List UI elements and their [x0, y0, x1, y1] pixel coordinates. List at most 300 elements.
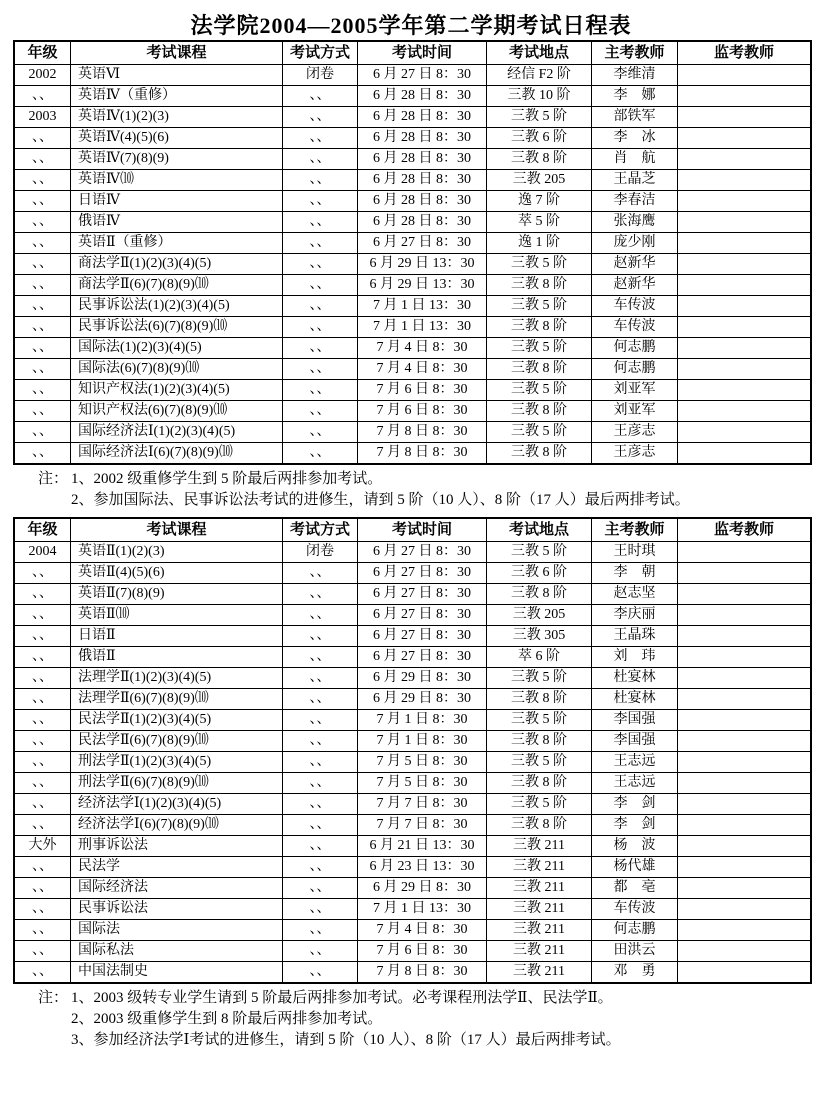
cell-examiner: 部铁军	[592, 107, 678, 128]
cell-time: 6 月 27 日 8：30	[358, 584, 487, 605]
table-row	[14, 296, 811, 317]
cell-course: 俄语Ⅱ	[71, 647, 283, 668]
cell-method: 、、	[283, 359, 358, 380]
cell-grade: 、、	[14, 254, 71, 275]
note-text: 2、2003 级重修学生到 8 阶最后两排参加考试。	[71, 1011, 383, 1027]
cell-method: 、、	[283, 317, 358, 338]
cell-location: 三教 5 阶	[487, 752, 592, 773]
cell-course: 英语Ⅳ⑽	[71, 170, 283, 191]
table-row	[14, 731, 811, 752]
cell-location: 三教 8 阶	[487, 317, 592, 338]
cell-time: 6 月 29 日 8：30	[358, 689, 487, 710]
cell-time: 6 月 27 日 8：30	[358, 65, 487, 86]
cell-location: 三教 5 阶	[487, 254, 592, 275]
cell-location: 逸 1 阶	[487, 233, 592, 254]
cell-grade: 、、	[14, 380, 71, 401]
cell-location: 三教 5 阶	[487, 296, 592, 317]
cell-location: 三教 5 阶	[487, 668, 592, 689]
cell-method: 、、	[283, 626, 358, 647]
cell-grade: 、、	[14, 359, 71, 380]
table-row	[14, 359, 811, 380]
cell-invigilator	[678, 773, 812, 794]
cell-grade: 、、	[14, 401, 71, 422]
table-row	[14, 401, 811, 422]
cell-course: 英语Ⅳ(4)(5)(6)	[71, 128, 283, 149]
cell-invigilator	[678, 920, 812, 941]
cell-method: 、、	[283, 86, 358, 107]
column-header: 考试时间	[358, 41, 487, 65]
note-line	[38, 1030, 822, 1051]
cell-invigilator	[678, 422, 812, 443]
cell-time: 6 月 27 日 8：30	[358, 563, 487, 584]
cell-location: 三教 6 阶	[487, 563, 592, 584]
cell-method: 、、	[283, 857, 358, 878]
table-row	[14, 422, 811, 443]
cell-invigilator	[678, 128, 812, 149]
cell-method: 、、	[283, 815, 358, 836]
table-row	[14, 836, 811, 857]
cell-method: 、、	[283, 170, 358, 191]
cell-grade: 、、	[14, 605, 71, 626]
cell-time: 6 月 27 日 8：30	[358, 233, 487, 254]
table-row	[14, 338, 811, 359]
cell-time: 6 月 28 日 8：30	[358, 107, 487, 128]
exam-schedule-document	[0, 9, 822, 1051]
cell-method: 、、	[283, 563, 358, 584]
cell-course: 法理学Ⅱ(1)(2)(3)(4)(5)	[71, 668, 283, 689]
cell-grade: 、、	[14, 626, 71, 647]
cell-course: 英语Ⅱ（重修）	[71, 233, 283, 254]
column-header: 考试课程	[71, 41, 283, 65]
cell-location: 三教 5 阶	[487, 422, 592, 443]
cell-grade: 、、	[14, 584, 71, 605]
cell-grade: 、、	[14, 941, 71, 962]
cell-grade: 、、	[14, 962, 71, 984]
cell-location: 三教 10 阶	[487, 86, 592, 107]
cell-grade: 、、	[14, 773, 71, 794]
cell-location: 三教 5 阶	[487, 542, 592, 563]
cell-course: 国际经济法Ⅰ(1)(2)(3)(4)(5)	[71, 422, 283, 443]
cell-method: 、、	[283, 275, 358, 296]
cell-examiner: 李 朝	[592, 563, 678, 584]
cell-course: 刑法学Ⅱ(6)(7)(8)(9)⑽	[71, 773, 283, 794]
cell-invigilator	[678, 878, 812, 899]
cell-method: 、、	[283, 584, 358, 605]
table-row	[14, 128, 811, 149]
cell-location: 三教 8 阶	[487, 584, 592, 605]
cell-method: 、、	[283, 962, 358, 984]
column-header: 考试方式	[283, 41, 358, 65]
cell-time: 7 月 6 日 8：30	[358, 401, 487, 422]
cell-course: 民事诉讼法(6)(7)(8)(9)⑽	[71, 317, 283, 338]
cell-grade: 、、	[14, 149, 71, 170]
cell-method: 、、	[283, 191, 358, 212]
cell-method: 、、	[283, 794, 358, 815]
cell-time: 7 月 1 日 13：30	[358, 899, 487, 920]
cell-grade: 、、	[14, 731, 71, 752]
cell-invigilator	[678, 212, 812, 233]
cell-location: 萃 6 阶	[487, 647, 592, 668]
cell-time: 7 月 7 日 8：30	[358, 815, 487, 836]
cell-course: 英语Ⅳ（重修）	[71, 86, 283, 107]
cell-grade: 2004	[14, 542, 71, 563]
cell-course: 英语Ⅱ⑽	[71, 605, 283, 626]
cell-examiner: 杨代雄	[592, 857, 678, 878]
note-prefix: 注：	[38, 471, 69, 487]
cell-grade: 、、	[14, 899, 71, 920]
note-line	[38, 490, 822, 511]
table-row	[14, 86, 811, 107]
cell-location: 三教 211	[487, 836, 592, 857]
cell-time: 7 月 1 日 13：30	[358, 317, 487, 338]
cell-location: 逸 7 阶	[487, 191, 592, 212]
table-row	[14, 149, 811, 170]
table-row	[14, 584, 811, 605]
cell-grade: 、、	[14, 191, 71, 212]
note-line	[38, 469, 822, 490]
cell-examiner: 刘亚军	[592, 401, 678, 422]
cell-method: 、、	[283, 710, 358, 731]
cell-invigilator	[678, 338, 812, 359]
table-row	[14, 626, 811, 647]
column-header: 监考教师	[678, 518, 812, 542]
cell-method: 、、	[283, 731, 358, 752]
column-header: 考试时间	[358, 518, 487, 542]
cell-course: 刑事诉讼法	[71, 836, 283, 857]
cell-method: 、、	[283, 401, 358, 422]
cell-invigilator	[678, 170, 812, 191]
cell-time: 6 月 27 日 8：30	[358, 626, 487, 647]
table-row	[14, 317, 811, 338]
cell-invigilator	[678, 668, 812, 689]
cell-course: 民法学Ⅱ(6)(7)(8)(9)⑽	[71, 731, 283, 752]
cell-method: 、、	[283, 647, 358, 668]
cell-location: 三教 8 阶	[487, 443, 592, 465]
cell-method: 、、	[283, 296, 358, 317]
cell-examiner: 车传波	[592, 296, 678, 317]
cell-grade: 、、	[14, 752, 71, 773]
cell-grade: 、、	[14, 878, 71, 899]
cell-examiner: 李 冰	[592, 128, 678, 149]
cell-examiner: 田洪云	[592, 941, 678, 962]
exam-table-2004	[13, 517, 812, 984]
cell-method: 、、	[283, 380, 358, 401]
cell-course: 英语Ⅱ(1)(2)(3)	[71, 542, 283, 563]
cell-time: 6 月 27 日 8：30	[358, 605, 487, 626]
cell-course: 英语Ⅳ(7)(8)(9)	[71, 149, 283, 170]
cell-course: 英语Ⅳ(1)(2)(3)	[71, 107, 283, 128]
cell-course: 国际经济法Ⅰ(6)(7)(8)(9)⑽	[71, 443, 283, 465]
cell-examiner: 李国强	[592, 710, 678, 731]
cell-location: 萃 5 阶	[487, 212, 592, 233]
cell-time: 7 月 6 日 8：30	[358, 380, 487, 401]
cell-course: 日语Ⅳ	[71, 191, 283, 212]
cell-grade: 、、	[14, 857, 71, 878]
cell-examiner: 庞少刚	[592, 233, 678, 254]
cell-method: 、、	[283, 773, 358, 794]
table-row	[14, 689, 811, 710]
cell-method: 、、	[283, 878, 358, 899]
cell-grade: 2003	[14, 107, 71, 128]
cell-time: 6 月 27 日 8：30	[358, 647, 487, 668]
cell-time: 6 月 21 日 13：30	[358, 836, 487, 857]
cell-examiner: 李维清	[592, 65, 678, 86]
cell-invigilator	[678, 254, 812, 275]
cell-location: 三教 8 阶	[487, 815, 592, 836]
column-header: 考试课程	[71, 518, 283, 542]
cell-grade: 、、	[14, 794, 71, 815]
table-row	[14, 275, 811, 296]
cell-grade: 、、	[14, 710, 71, 731]
cell-invigilator	[678, 647, 812, 668]
cell-course: 商法学Ⅱ(6)(7)(8)(9)⑽	[71, 275, 283, 296]
cell-invigilator	[678, 380, 812, 401]
cell-course: 中国法制史	[71, 962, 283, 984]
cell-location: 三教 8 阶	[487, 401, 592, 422]
cell-time: 7 月 8 日 8：30	[358, 962, 487, 984]
cell-course: 国际法(1)(2)(3)(4)(5)	[71, 338, 283, 359]
table-row	[14, 563, 811, 584]
table-row	[14, 878, 811, 899]
cell-invigilator	[678, 941, 812, 962]
cell-examiner: 刘亚军	[592, 380, 678, 401]
cell-method: 、、	[283, 338, 358, 359]
cell-time: 6 月 29 日 8：30	[358, 878, 487, 899]
note-prefix: 注：	[38, 990, 69, 1006]
cell-invigilator	[678, 857, 812, 878]
note-text: 1、2003 级转专业学生请到 5 阶最后两排参加考试。必考课程刑法学Ⅱ、民法学Ⅱ。	[71, 990, 613, 1006]
cell-method: 、、	[283, 233, 358, 254]
cell-grade: 、、	[14, 275, 71, 296]
cell-time: 6 月 29 日 8：30	[358, 668, 487, 689]
cell-examiner: 王时琪	[592, 542, 678, 563]
page-title: 法学院2004—2005学年第二学期考试日程表	[190, 13, 632, 38]
table-row	[14, 962, 811, 984]
cell-course: 经济法学Ⅰ(1)(2)(3)(4)(5)	[71, 794, 283, 815]
cell-course: 英语Ⅵ	[71, 65, 283, 86]
cell-time: 7 月 4 日 8：30	[358, 359, 487, 380]
table-row	[14, 815, 811, 836]
cell-invigilator	[678, 275, 812, 296]
cell-location: 三教 5 阶	[487, 794, 592, 815]
cell-course: 英语Ⅱ(7)(8)(9)	[71, 584, 283, 605]
cell-invigilator	[678, 149, 812, 170]
cell-method: 、、	[283, 422, 358, 443]
cell-grade: 、、	[14, 689, 71, 710]
cell-invigilator	[678, 962, 812, 984]
cell-method: 、、	[283, 941, 358, 962]
cell-time: 6 月 28 日 8：30	[358, 86, 487, 107]
table-row	[14, 254, 811, 275]
cell-location: 三教 8 阶	[487, 149, 592, 170]
cell-time: 6 月 23 日 13：30	[358, 857, 487, 878]
cell-method: 闭卷	[283, 542, 358, 563]
cell-location: 三教 205	[487, 605, 592, 626]
cell-time: 6 月 29 日 13：30	[358, 275, 487, 296]
cell-invigilator	[678, 359, 812, 380]
cell-grade: 大外	[14, 836, 71, 857]
cell-course: 刑法学Ⅱ(1)(2)(3)(4)(5)	[71, 752, 283, 773]
cell-location: 三教 211	[487, 878, 592, 899]
cell-invigilator	[678, 233, 812, 254]
cell-location: 三教 211	[487, 857, 592, 878]
cell-method: 、、	[283, 443, 358, 465]
cell-examiner: 赵新华	[592, 275, 678, 296]
table-row	[14, 191, 811, 212]
cell-location: 三教 211	[487, 941, 592, 962]
table-row	[14, 668, 811, 689]
cell-grade: 、、	[14, 170, 71, 191]
column-header: 考试地点	[487, 518, 592, 542]
note-text: 3、参加经济法学Ⅰ考试的进修生，请到 5 阶（10 人）、8 阶（17 人）最后两排考试。	[71, 1032, 621, 1048]
cell-invigilator	[678, 65, 812, 86]
cell-grade: 2002	[14, 65, 71, 86]
cell-course: 国际经济法	[71, 878, 283, 899]
cell-location: 三教 8 阶	[487, 359, 592, 380]
cell-time: 6 月 28 日 8：30	[358, 212, 487, 233]
cell-course: 英语Ⅱ(4)(5)(6)	[71, 563, 283, 584]
cell-course: 日语Ⅱ	[71, 626, 283, 647]
cell-time: 7 月 4 日 8：30	[358, 338, 487, 359]
table-row	[14, 233, 811, 254]
table-row	[14, 899, 811, 920]
note-line	[38, 988, 822, 1009]
cell-examiner: 王晶珠	[592, 626, 678, 647]
cell-method: 、、	[283, 605, 358, 626]
cell-invigilator	[678, 401, 812, 422]
cell-invigilator	[678, 86, 812, 107]
cell-course: 民法学	[71, 857, 283, 878]
cell-examiner: 肖 航	[592, 149, 678, 170]
cell-invigilator	[678, 563, 812, 584]
cell-invigilator	[678, 317, 812, 338]
header-row	[14, 41, 811, 65]
cell-grade: 、、	[14, 296, 71, 317]
cell-grade: 、、	[14, 317, 71, 338]
cell-grade: 、、	[14, 128, 71, 149]
cell-grade: 、、	[14, 212, 71, 233]
table-row	[14, 443, 811, 465]
cell-invigilator	[678, 626, 812, 647]
cell-grade: 、、	[14, 647, 71, 668]
cell-grade: 、、	[14, 338, 71, 359]
table-row	[14, 941, 811, 962]
table-row	[14, 773, 811, 794]
cell-time: 6 月 29 日 13：30	[358, 254, 487, 275]
cell-method: 、、	[283, 128, 358, 149]
cell-location: 三教 8 阶	[487, 689, 592, 710]
cell-invigilator	[678, 296, 812, 317]
cell-course: 民法学Ⅱ(1)(2)(3)(4)(5)	[71, 710, 283, 731]
cell-invigilator	[678, 191, 812, 212]
cell-examiner: 王志远	[592, 752, 678, 773]
cell-examiner: 张海鹰	[592, 212, 678, 233]
cell-time: 7 月 8 日 8：30	[358, 422, 487, 443]
cell-examiner: 何志鹏	[592, 338, 678, 359]
table-row	[14, 857, 811, 878]
cell-location: 三教 8 阶	[487, 773, 592, 794]
cell-location: 三教 5 阶	[487, 710, 592, 731]
cell-invigilator	[678, 731, 812, 752]
table-row	[14, 380, 811, 401]
cell-grade: 、、	[14, 920, 71, 941]
column-header: 年级	[14, 41, 71, 65]
cell-course: 国际法(6)(7)(8)(9)⑽	[71, 359, 283, 380]
table-row	[14, 794, 811, 815]
column-header: 主考教师	[592, 518, 678, 542]
cell-method: 、、	[283, 752, 358, 773]
table-row	[14, 920, 811, 941]
cell-location: 三教 211	[487, 920, 592, 941]
cell-examiner: 邓 勇	[592, 962, 678, 984]
cell-location: 三教 8 阶	[487, 275, 592, 296]
exam-table-2002-2003	[13, 40, 812, 465]
cell-course: 民事诉讼法	[71, 899, 283, 920]
cell-grade: 、、	[14, 233, 71, 254]
cell-course: 经济法学Ⅰ(6)(7)(8)(9)⑽	[71, 815, 283, 836]
cell-examiner: 赵新华	[592, 254, 678, 275]
cell-grade: 、、	[14, 815, 71, 836]
cell-method: 、、	[283, 689, 358, 710]
cell-invigilator	[678, 836, 812, 857]
cell-time: 7 月 7 日 8：30	[358, 794, 487, 815]
table-row	[14, 605, 811, 626]
cell-location: 三教 211	[487, 899, 592, 920]
table-row	[14, 542, 811, 563]
cell-course: 民事诉讼法(1)(2)(3)(4)(5)	[71, 296, 283, 317]
cell-examiner: 李春洁	[592, 191, 678, 212]
cell-invigilator	[678, 815, 812, 836]
table-row	[14, 65, 811, 86]
cell-course: 商法学Ⅱ(1)(2)(3)(4)(5)	[71, 254, 283, 275]
cell-method: 、、	[283, 107, 358, 128]
cell-invigilator	[678, 689, 812, 710]
cell-course: 知识产权法(1)(2)(3)(4)(5)	[71, 380, 283, 401]
table-row	[14, 647, 811, 668]
cell-method: 、、	[283, 149, 358, 170]
column-header: 年级	[14, 518, 71, 542]
cell-grade: 、、	[14, 86, 71, 107]
cell-method: 、、	[283, 836, 358, 857]
table-row	[14, 170, 811, 191]
cell-location: 三教 8 阶	[487, 731, 592, 752]
notes-upper	[38, 469, 822, 511]
cell-method: 、、	[283, 668, 358, 689]
cell-time: 6 月 28 日 8：30	[358, 149, 487, 170]
cell-examiner: 何志鹏	[592, 359, 678, 380]
cell-examiner: 杜宴林	[592, 668, 678, 689]
cell-invigilator	[678, 899, 812, 920]
cell-examiner: 刘 玮	[592, 647, 678, 668]
cell-examiner: 李 剑	[592, 794, 678, 815]
cell-invigilator	[678, 605, 812, 626]
cell-examiner: 车传波	[592, 317, 678, 338]
cell-examiner: 赵志坚	[592, 584, 678, 605]
cell-invigilator	[678, 107, 812, 128]
cell-location: 三教 5 阶	[487, 107, 592, 128]
cell-time: 7 月 6 日 8：30	[358, 941, 487, 962]
cell-time: 7 月 8 日 8：30	[358, 443, 487, 465]
column-header: 主考教师	[592, 41, 678, 65]
cell-course: 俄语Ⅳ	[71, 212, 283, 233]
notes-lower	[38, 988, 822, 1051]
cell-location: 三教 205	[487, 170, 592, 191]
cell-time: 7 月 4 日 8：30	[358, 920, 487, 941]
note-text: 2、参加国际法、民事诉讼法考试的进修生，请到 5 阶（10 人）、8 阶（17 人）最后两排考试。	[71, 492, 690, 508]
header-row	[14, 518, 811, 542]
cell-method: 、、	[283, 254, 358, 275]
cell-location: 经信 F2 阶	[487, 65, 592, 86]
